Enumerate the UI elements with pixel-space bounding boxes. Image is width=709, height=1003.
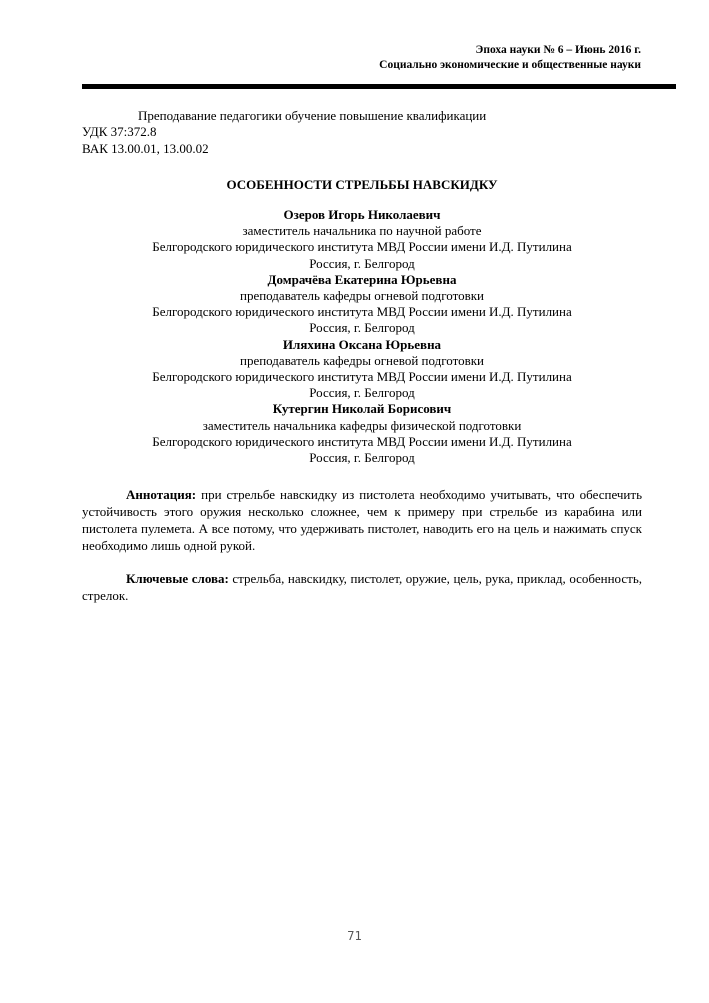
abstract-label: Аннотация:	[126, 487, 197, 502]
author-position: преподаватель кафедры огневой подготовки	[240, 352, 484, 368]
journal-issue-header: Эпоха науки № 6 – Июнь 2016 г.	[475, 44, 641, 56]
author-position: преподаватель кафедры огневой подготовки	[240, 288, 484, 304]
author-affiliation: Белгородского юридического института МВД России имени И.Д. Путилина	[152, 433, 572, 449]
keywords-text: стрельба, навскидку, пистолет, оружие, цель, рука, приклад, особенность, стрелок.	[82, 571, 642, 603]
keywords-label: Ключевые слова:	[126, 571, 229, 586]
page-number: 71	[347, 929, 362, 943]
author-name: Домрачёва Екатерина Юрьевна	[267, 271, 457, 287]
author-affiliation: Белгородского юридического института МВД России имени И.Д. Путилина	[152, 304, 572, 320]
paper-title: ОСОБЕННОСТИ СТРЕЛЬБЫ НАВСКИДКУ	[226, 177, 498, 192]
udk-code: УДК 37:372.8	[82, 124, 157, 139]
author-block	[82, 207, 642, 272]
author-location: Россия, г. Белгород	[309, 320, 415, 336]
author-list	[82, 207, 642, 466]
author-block	[82, 337, 642, 402]
author-position: заместитель начальника по научной работе	[242, 223, 482, 239]
author-name: Иляхина Оксана Юрьевна	[282, 336, 442, 352]
abstract-text: при стрельбе навскидку из пистолета необходимо учитывать, что обеспечить устойчивость этого оружия несколько сложнее, чем к примеру при стрельбе из карабина или пистолета пулемета. А все потому, что удерживать пистолет, наводить его на цель и нажимать спуск необходимо лишь одной рукой.	[82, 487, 642, 553]
author-location: Россия, г. Белгород	[309, 385, 415, 401]
abstract-paragraph	[82, 486, 642, 554]
author-block	[82, 272, 642, 337]
author-affiliation: Белгородского юридического института МВД России имени И.Д. Путилина	[152, 369, 572, 385]
author-name: Кутергин Николай Борисович	[272, 401, 452, 417]
header-rule	[82, 84, 676, 89]
author-affiliation: Белгородского юридического института МВД России имени И.Д. Путилина	[152, 239, 572, 255]
author-position: заместитель начальника кафедры физической подготовки	[202, 417, 522, 433]
vak-code: ВАК 13.00.01, 13.00.02	[82, 141, 209, 156]
keywords-paragraph	[82, 570, 642, 604]
author-name: Озеров Игорь Николаевич	[283, 207, 441, 222]
author-block	[82, 401, 642, 466]
author-location: Россия, г. Белгород	[309, 450, 415, 466]
subject-keywords-line: Преподавание педагогики обучение повышение квалификации	[138, 108, 487, 123]
journal-section-header: Социально экономические и общественные науки	[379, 59, 641, 71]
author-location: Россия, г. Белгород	[309, 255, 415, 271]
